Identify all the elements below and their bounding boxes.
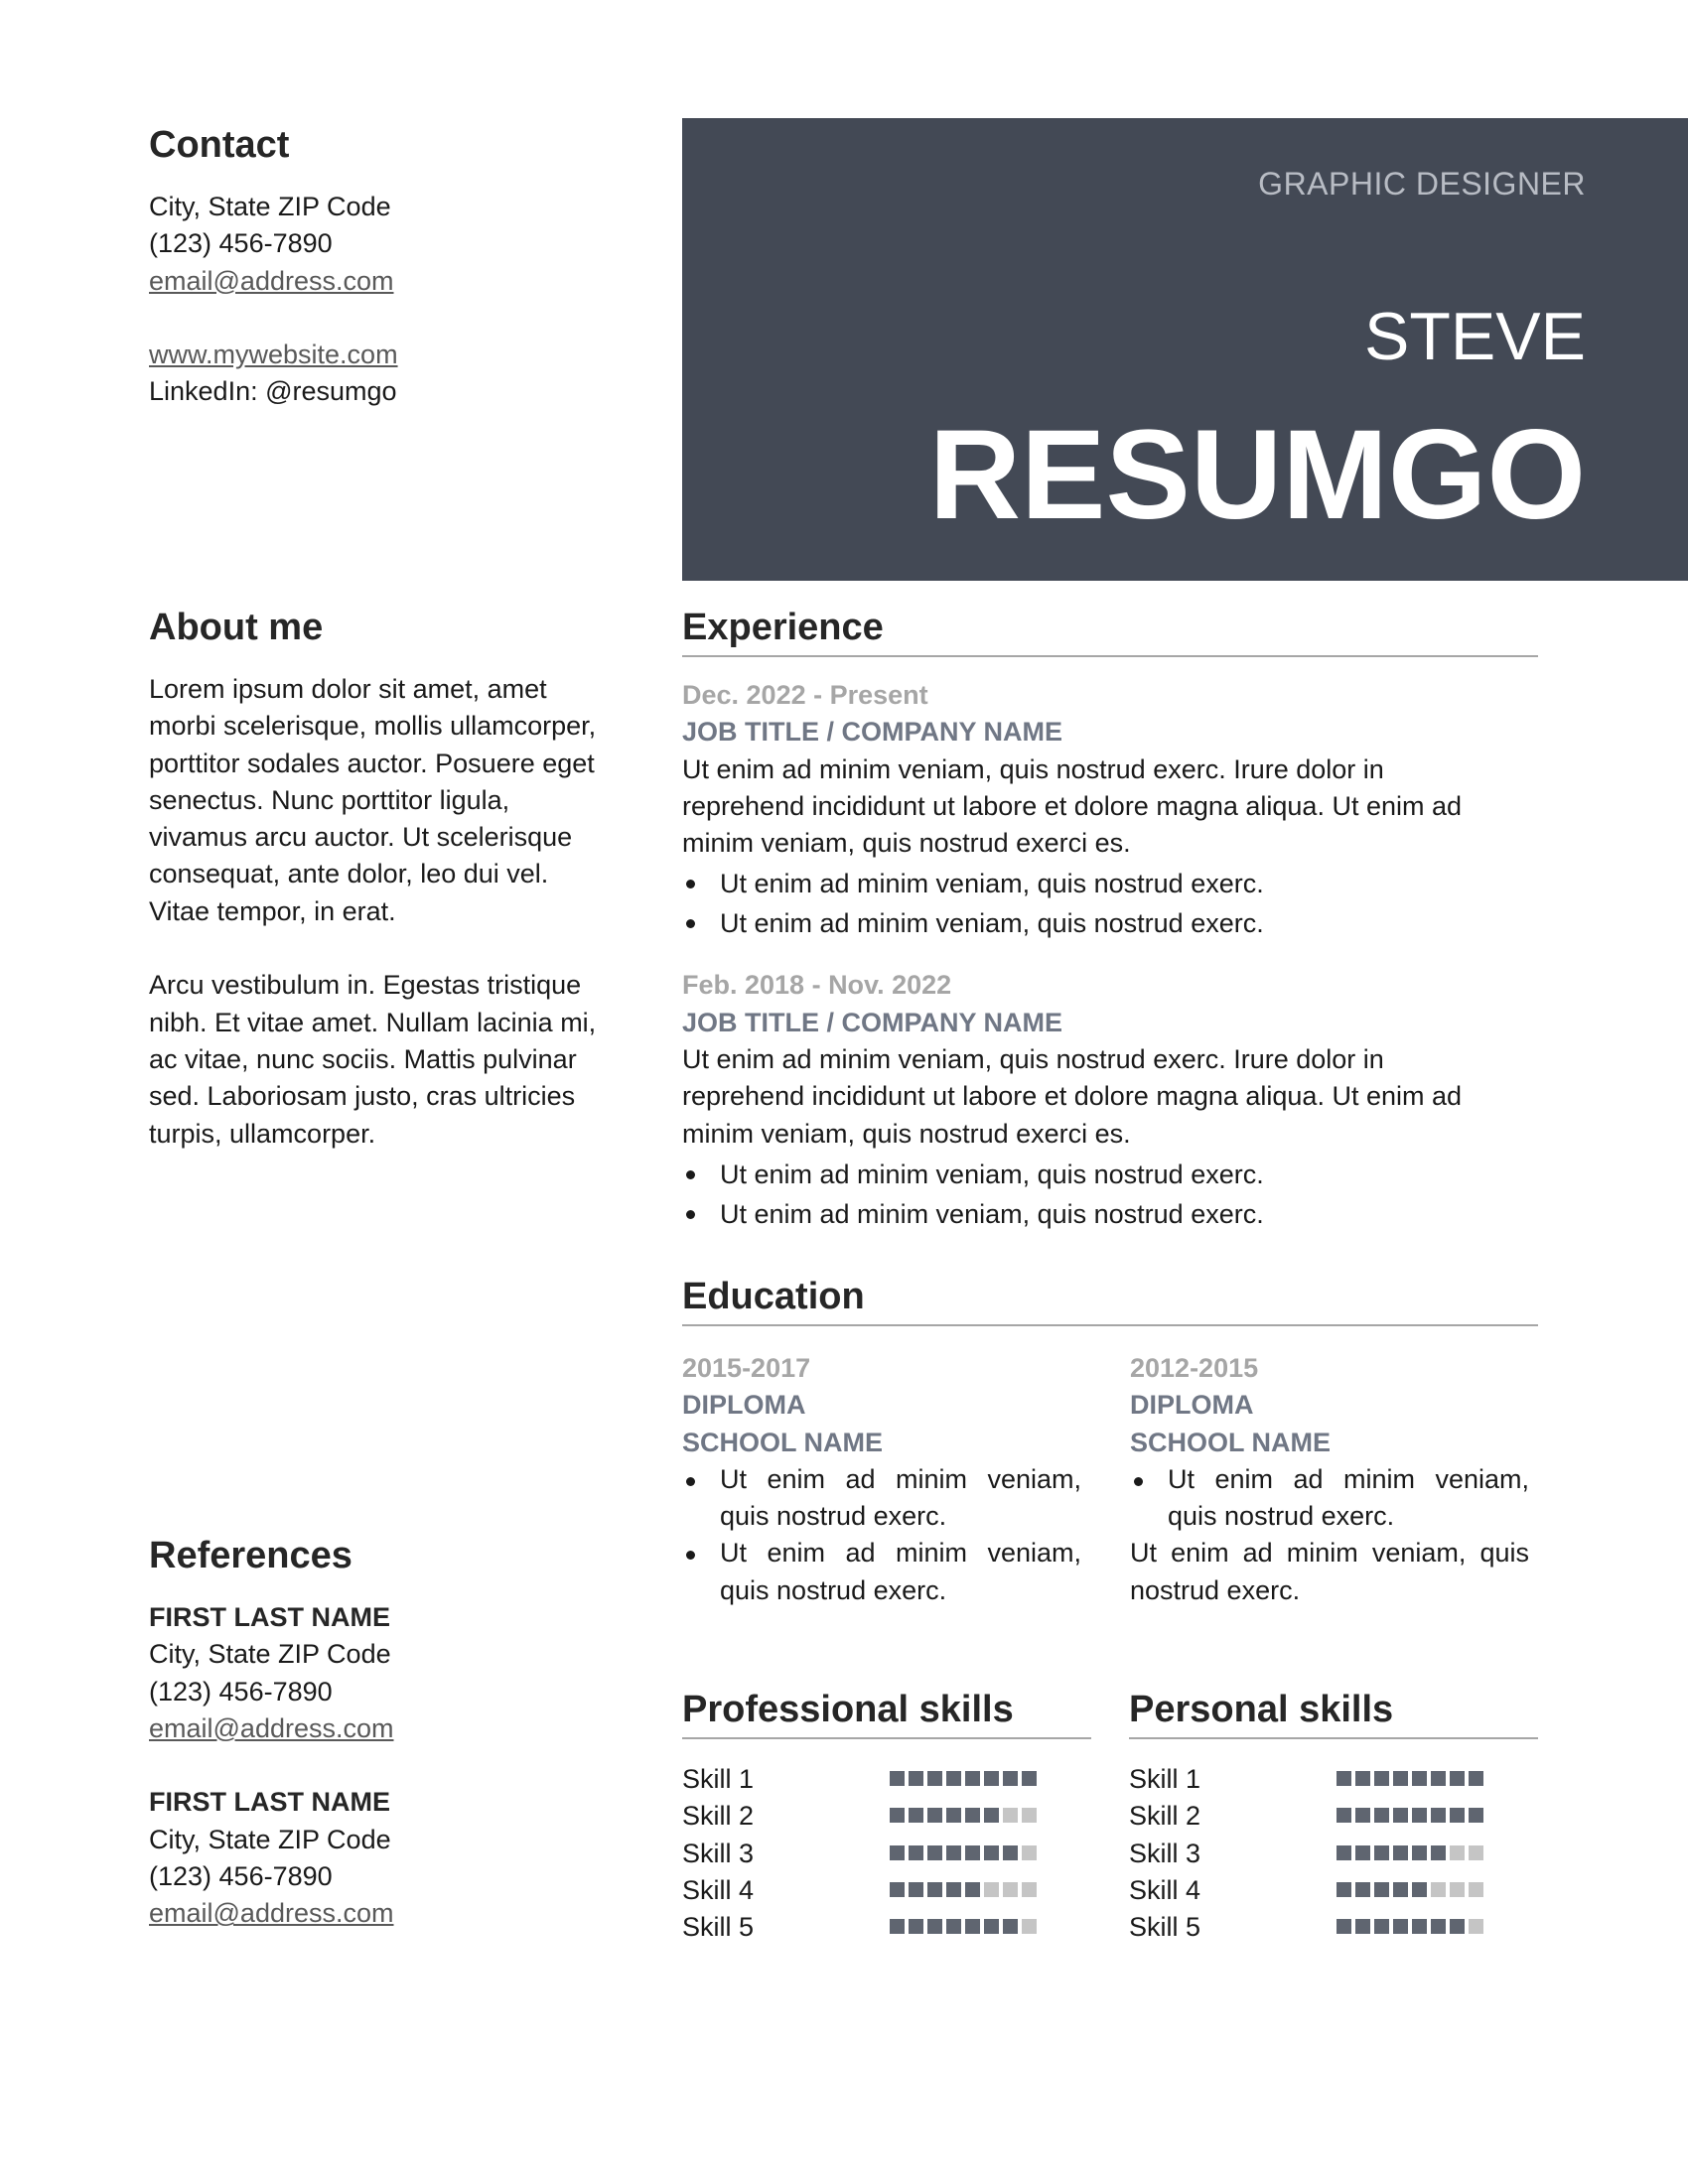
contact-email-link[interactable]: email@address.com (149, 265, 394, 296)
education-bullet: Ut enim ad minim veniam, quis nostrud exerc. (682, 1535, 1081, 1609)
education-school: SCHOOL NAME (1130, 1427, 1332, 1457)
skill-square-filled (1393, 1771, 1408, 1786)
skill-name: Skill 2 (1129, 1801, 1201, 1832)
skill-square-filled (1412, 1919, 1427, 1934)
skill-square-empty (1431, 1882, 1446, 1897)
first-name: STEVE (1364, 299, 1586, 374)
skill-square-filled (1431, 1808, 1446, 1823)
contact-section (149, 123, 645, 411)
skill-square-filled (1355, 1882, 1370, 1897)
about-line: turpis, ullamcorper. (149, 1118, 376, 1149)
skill-square-filled (927, 1771, 942, 1786)
skill-level-meter (890, 1882, 1037, 1900)
skill-square-empty (1450, 1882, 1465, 1897)
skill-square-filled (1393, 1919, 1408, 1934)
education-degree: DIPLOMA (1130, 1390, 1254, 1421)
personal-skill-row (1129, 1909, 1538, 1946)
skill-name: Skill 4 (682, 1874, 755, 1905)
skill-square-filled (927, 1919, 942, 1934)
skill-square-filled (965, 1882, 980, 1897)
job-desc-line: Ut enim ad minim veniam, quis nostrud exerc. Irure dolor in (682, 753, 1384, 784)
skill-square-empty (1022, 1919, 1037, 1934)
skill-square-empty (1003, 1882, 1018, 1897)
skill-level-meter (1336, 1882, 1483, 1900)
skill-square-filled (1003, 1919, 1018, 1934)
skill-square-filled (1469, 1808, 1483, 1823)
education-note: Ut enim ad minim veniam, quis nostrud exerc. (1130, 1538, 1529, 1605)
skill-square-filled (890, 1919, 905, 1934)
skill-square-filled (890, 1808, 905, 1823)
about-line: morbi scelerisque, mollis ullamcorper, (149, 711, 597, 742)
job-bullet: Ut enim ad minim veniam, quis nostrud exerc. (682, 903, 1538, 943)
skill-square-filled (1336, 1771, 1351, 1786)
skill-name: Skill 2 (682, 1801, 755, 1832)
job-desc-line: Ut enim ad minim veniam, quis nostrud exerc. Irure dolor in (682, 1044, 1384, 1075)
job-bullet: Ut enim ad minim veniam, quis nostrud exerc. (682, 1194, 1538, 1234)
contact-heading: Contact (149, 124, 290, 166)
skill-square-filled (1393, 1845, 1408, 1860)
skill-square-filled (927, 1882, 942, 1897)
skill-square-filled (1450, 1808, 1465, 1823)
skill-square-filled (965, 1808, 980, 1823)
about-line: sed. Laboriosam justo, cras ultricies (149, 1081, 576, 1112)
skill-square-filled (1412, 1771, 1427, 1786)
skill-square-filled (1393, 1882, 1408, 1897)
education-bullet: Ut enim ad minim veniam, quis nostrud exerc. (1130, 1461, 1529, 1536)
education-section (682, 1275, 1538, 1326)
job-entry (682, 677, 1538, 943)
skill-square-filled (1412, 1845, 1427, 1860)
skill-square-filled (1355, 1919, 1370, 1934)
skill-level-meter (1336, 1919, 1483, 1937)
about-heading: About me (149, 607, 324, 648)
references-section (149, 1534, 645, 1933)
job-role: GRAPHIC DESIGNER (1258, 166, 1586, 202)
about-line: Arcu vestibulum in. Egestas tristique (149, 970, 582, 1001)
professional-skills-heading: Professional skills (682, 1688, 1091, 1739)
skill-square-empty (1022, 1882, 1037, 1897)
references-heading: References (149, 1535, 352, 1576)
reference-email-link[interactable]: email@address.com (149, 1712, 394, 1743)
job-desc-line: minim veniam, quis nostrud exerci es. (682, 828, 1131, 859)
skill-level-meter (890, 1919, 1037, 1937)
skill-name: Skill 5 (1129, 1912, 1201, 1943)
skill-square-filled (909, 1919, 923, 1934)
reference-address: City, State ZIP Code (149, 1639, 391, 1670)
skill-square-filled (1431, 1845, 1446, 1860)
reference-phone: (123) 456-7890 (149, 1861, 333, 1892)
about-section (149, 606, 645, 1153)
job-title: JOB TITLE / COMPANY NAME (682, 1007, 1063, 1037)
skill-square-filled (1003, 1845, 1018, 1860)
skill-square-empty (1469, 1882, 1483, 1897)
skill-square-filled (1393, 1808, 1408, 1823)
about-line: Vitae tempor, in erat. (149, 895, 396, 926)
personal-skill-row (1129, 1761, 1538, 1798)
skill-square-empty (1022, 1808, 1037, 1823)
skill-level-meter (890, 1771, 1037, 1789)
about-line: porttitor sodales auctor. Posuere eget (149, 748, 595, 778)
skill-square-filled (890, 1882, 905, 1897)
about-line: vivamus arcu auctor. Ut scelerisque (149, 822, 573, 853)
job-dates: Dec. 2022 - Present (682, 680, 928, 710)
skill-square-filled (965, 1845, 980, 1860)
job-bullet: Ut enim ad minim veniam, quis nostrud exerc. (682, 1155, 1538, 1194)
skill-square-filled (1355, 1845, 1370, 1860)
contact-address: City, State ZIP Code (149, 192, 391, 221)
professional-skill-row (682, 1909, 1091, 1946)
skill-name: Skill 3 (682, 1838, 755, 1868)
job-title: JOB TITLE / COMPANY NAME (682, 717, 1063, 748)
skill-square-filled (1412, 1808, 1427, 1823)
education-school: SCHOOL NAME (682, 1427, 884, 1457)
skill-square-filled (984, 1808, 999, 1823)
skill-square-filled (946, 1771, 961, 1786)
skill-square-filled (1374, 1882, 1389, 1897)
skill-square-filled (946, 1845, 961, 1860)
skill-name: Skill 1 (682, 1764, 755, 1794)
job-bullet: Ut enim ad minim veniam, quis nostrud exerc. (682, 864, 1538, 903)
contact-website-link[interactable]: www.mywebsite.com (149, 340, 398, 370)
about-line: nibh. Et vitae amet. Nullam lacinia mi, (149, 1007, 597, 1037)
skill-square-filled (1336, 1845, 1351, 1860)
skill-square-filled (1450, 1771, 1465, 1786)
skill-name: Skill 1 (1129, 1764, 1201, 1794)
skill-square-empty (1469, 1845, 1483, 1860)
skill-square-filled (1355, 1771, 1370, 1786)
reference-name: FIRST LAST NAME (149, 1602, 390, 1632)
skill-square-filled (1003, 1771, 1018, 1786)
skill-square-filled (1336, 1919, 1351, 1934)
personal-skill-row (1129, 1798, 1538, 1835)
skill-square-empty (1022, 1845, 1037, 1860)
about-line: ac vitae, nunc sociis. Mattis pulvinar (149, 1043, 577, 1074)
education-entry (1130, 1350, 1529, 1609)
skill-square-filled (1374, 1919, 1389, 1934)
reference-email-link[interactable]: email@address.com (149, 1898, 394, 1929)
skill-square-filled (927, 1808, 942, 1823)
education-degree: DIPLOMA (682, 1390, 806, 1421)
skill-square-filled (946, 1882, 961, 1897)
skill-square-filled (1374, 1808, 1389, 1823)
skill-square-filled (1336, 1882, 1351, 1897)
skill-square-filled (965, 1771, 980, 1786)
skill-square-filled (1431, 1919, 1446, 1934)
skill-name: Skill 4 (1129, 1874, 1201, 1905)
education-bullet: Ut enim ad minim veniam, quis nostrud exerc. (682, 1461, 1081, 1536)
skill-square-filled (1469, 1771, 1483, 1786)
about-line: Lorem ipsum dolor sit amet, amet (149, 674, 547, 704)
job-entry (682, 967, 1538, 1233)
skill-square-filled (984, 1771, 999, 1786)
about-line: senectus. Nunc porttitor ligula, (149, 784, 510, 815)
skill-level-meter (1336, 1845, 1483, 1863)
skill-square-filled (1374, 1771, 1389, 1786)
skill-level-meter (890, 1808, 1037, 1826)
experience-section (682, 606, 1538, 1234)
skill-name: Skill 3 (1129, 1838, 1201, 1868)
education-dates: 2015-2017 (682, 1353, 811, 1383)
professional-skill-row (682, 1798, 1091, 1835)
skill-square-filled (909, 1882, 923, 1897)
education-entry (682, 1350, 1081, 1609)
experience-heading: Experience (682, 606, 1538, 657)
job-desc-line: reprehend incididunt ut labore et dolore magna aliqua. Ut enim ad (682, 790, 1463, 821)
skill-square-empty (1469, 1919, 1483, 1934)
personal-skills-section (1129, 1688, 1538, 1946)
reference-address: City, State ZIP Code (149, 1824, 391, 1854)
skill-square-filled (1374, 1845, 1389, 1860)
skill-square-filled (1412, 1882, 1427, 1897)
personal-skill-row (1129, 1836, 1538, 1872)
job-desc-line: minim veniam, quis nostrud exerci es. (682, 1118, 1131, 1149)
last-name: RESUMGO (928, 404, 1586, 546)
about-line: consequat, ante dolor, leo dui vel. (149, 859, 549, 889)
skill-square-filled (1431, 1771, 1446, 1786)
education-dates: 2012-2015 (1130, 1353, 1259, 1383)
skill-level-meter (890, 1845, 1037, 1863)
job-dates: Feb. 2018 - Nov. 2022 (682, 970, 952, 1001)
skill-square-filled (984, 1845, 999, 1860)
reference-name: FIRST LAST NAME (149, 1787, 390, 1818)
skill-square-filled (984, 1919, 999, 1934)
contact-linkedin: LinkedIn: @resumgo (149, 376, 397, 407)
education-heading: Education (682, 1275, 1538, 1326)
skill-square-filled (909, 1771, 923, 1786)
skill-square-filled (946, 1808, 961, 1823)
personal-skill-row (1129, 1872, 1538, 1909)
skill-level-meter (1336, 1808, 1483, 1826)
reference-phone: (123) 456-7890 (149, 1676, 333, 1706)
skill-square-filled (1022, 1771, 1037, 1786)
contact-phone: (123) 456-7890 (149, 228, 333, 259)
skill-name: Skill 5 (682, 1912, 755, 1943)
skill-square-filled (1336, 1808, 1351, 1823)
skill-square-empty (1003, 1808, 1018, 1823)
professional-skill-row (682, 1836, 1091, 1872)
personal-skills-heading: Personal skills (1129, 1688, 1538, 1739)
skill-square-filled (1450, 1919, 1465, 1934)
skill-square-filled (965, 1919, 980, 1934)
name-banner (682, 118, 1688, 581)
skill-square-filled (946, 1919, 961, 1934)
skill-square-filled (1355, 1808, 1370, 1823)
skill-square-filled (927, 1845, 942, 1860)
professional-skill-row (682, 1872, 1091, 1909)
skill-square-empty (1450, 1845, 1465, 1860)
skill-square-filled (890, 1771, 905, 1786)
skill-square-filled (890, 1845, 905, 1860)
skill-square-filled (909, 1845, 923, 1860)
job-desc-line: reprehend incididunt ut labore et dolore magna aliqua. Ut enim ad (682, 1081, 1463, 1112)
skill-square-empty (984, 1882, 999, 1897)
skill-square-filled (909, 1808, 923, 1823)
professional-skills-section (682, 1688, 1091, 1946)
skill-level-meter (1336, 1771, 1483, 1789)
professional-skill-row (682, 1761, 1091, 1798)
